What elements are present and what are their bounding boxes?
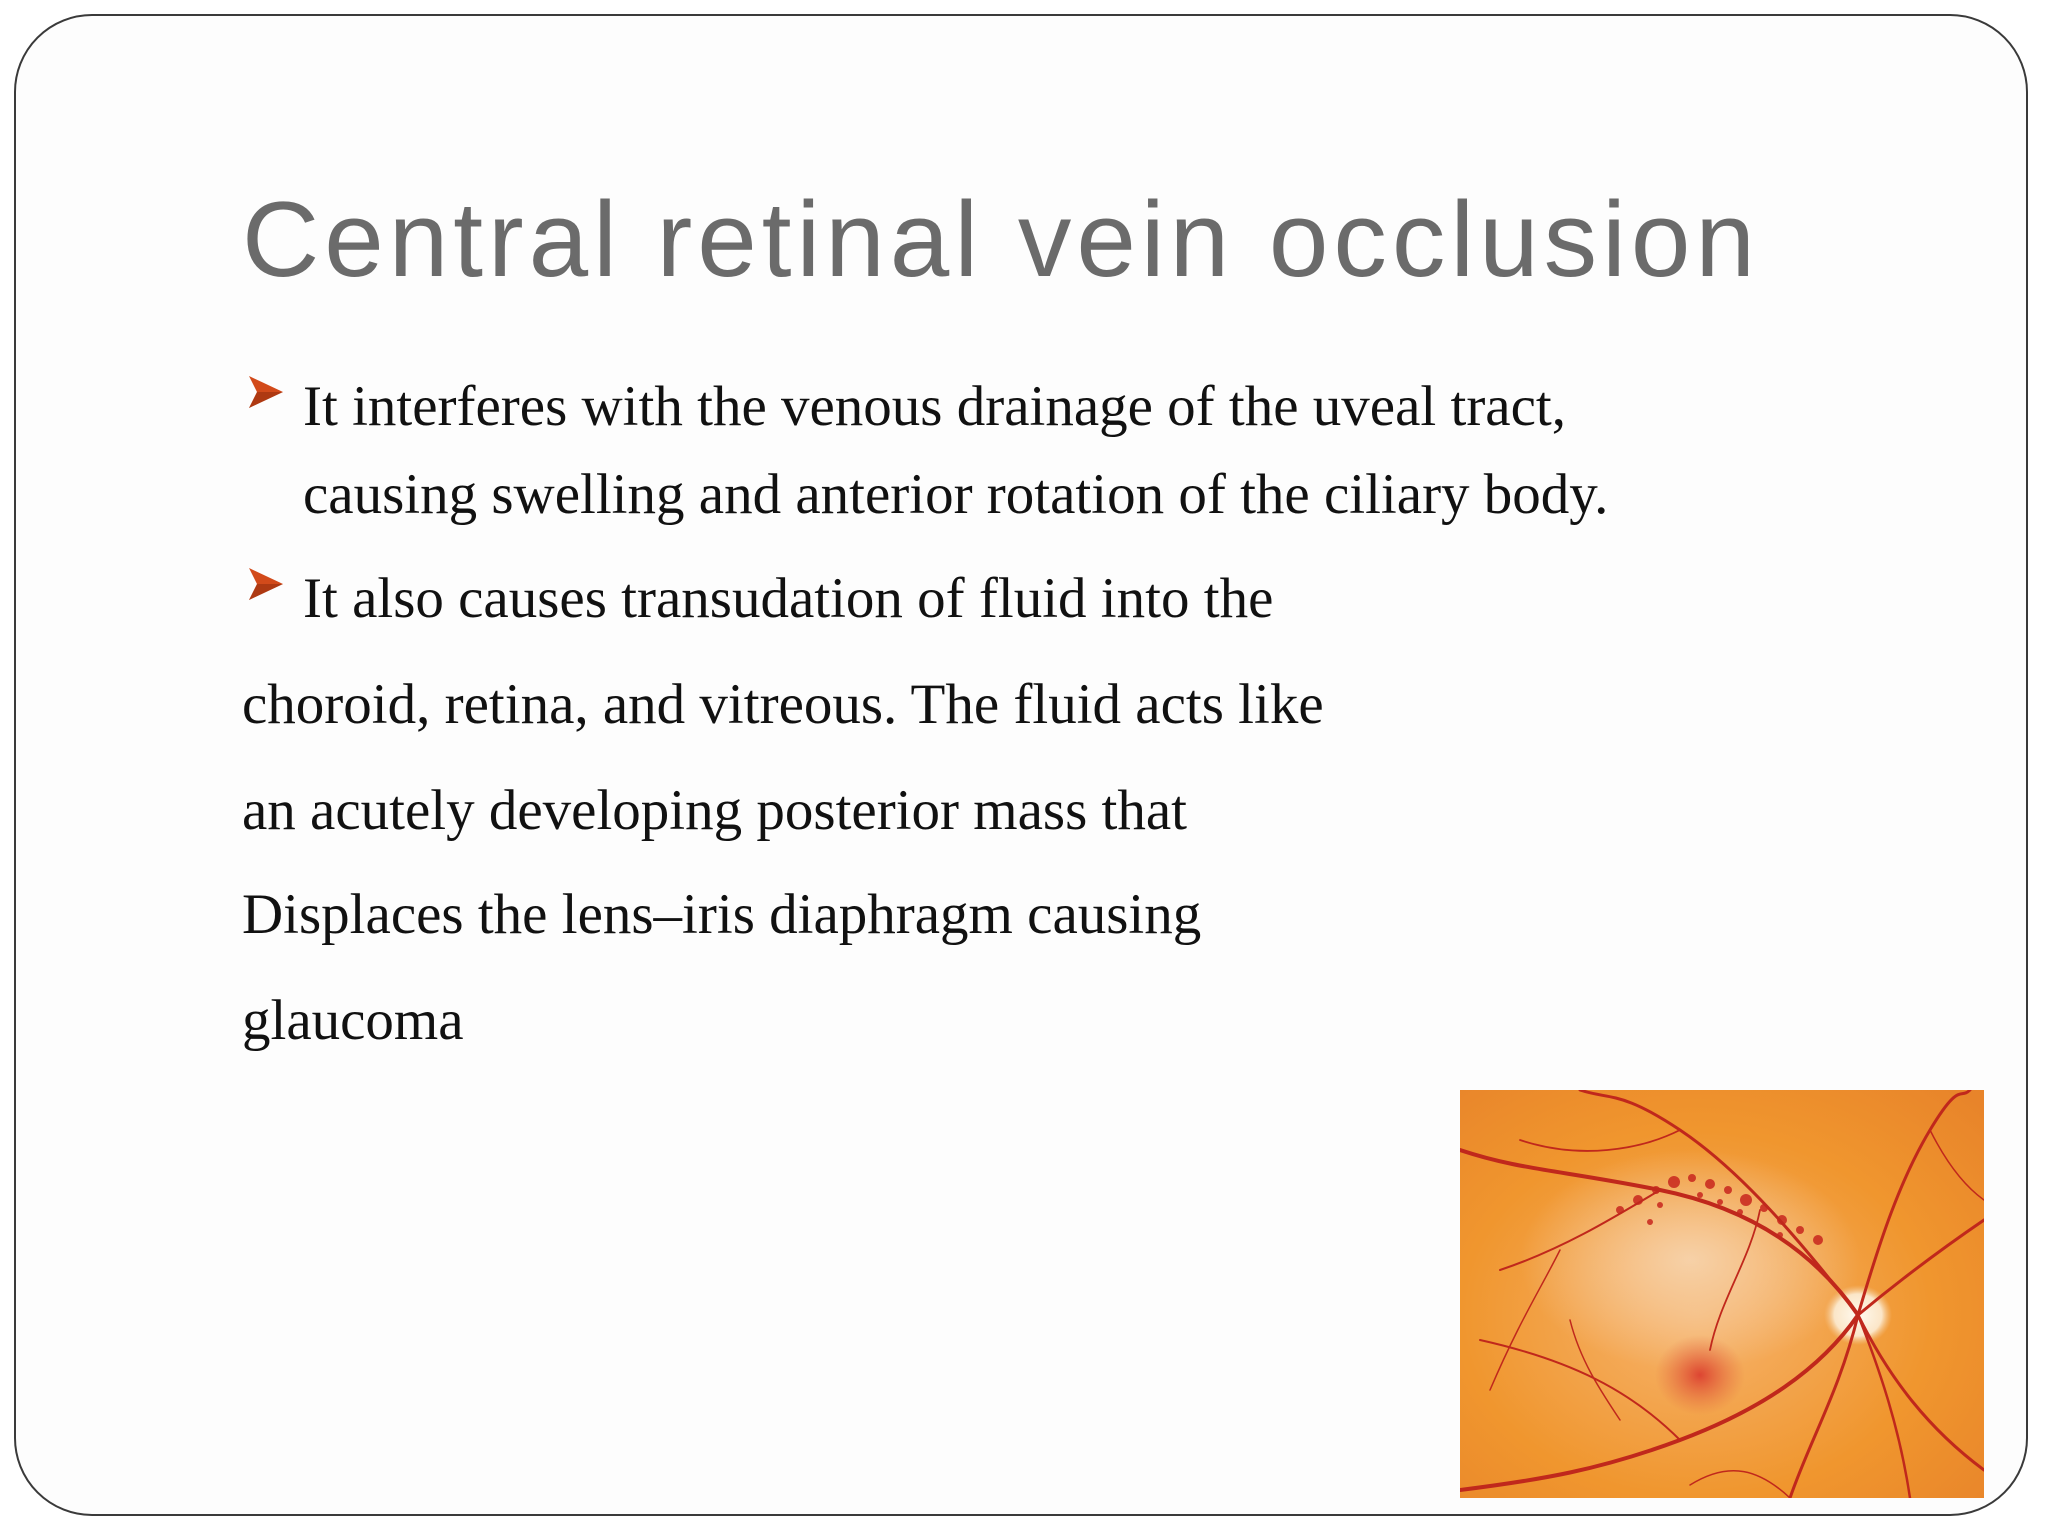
paragraph-line-4: glaucoma	[242, 989, 464, 1052]
paragraph-line-1: choroid, retina, and vitreous. The fluid acts like	[242, 673, 1324, 736]
bullet-1-line-2: causing swelling and anterior rotation of the ciliary body.	[303, 463, 1609, 526]
slide-title: Central retinal vein occlusion	[242, 179, 1760, 299]
retina-fundus-image	[1460, 1090, 1984, 1498]
bullet-2-line-1: It also causes transudation of fluid into the	[303, 567, 1274, 630]
slide-frame	[14, 14, 2028, 1516]
paragraph-line-3: Displaces the lens–iris diaphragm causing	[242, 883, 1202, 946]
bullet-1-line-1: It interferes with the venous drainage of the uveal tract,	[303, 375, 1566, 438]
paragraph-line-2: an acutely developing posterior mass that	[242, 779, 1187, 842]
arrow-bullet-icon	[247, 564, 287, 604]
arrow-bullet-icon	[247, 372, 287, 412]
